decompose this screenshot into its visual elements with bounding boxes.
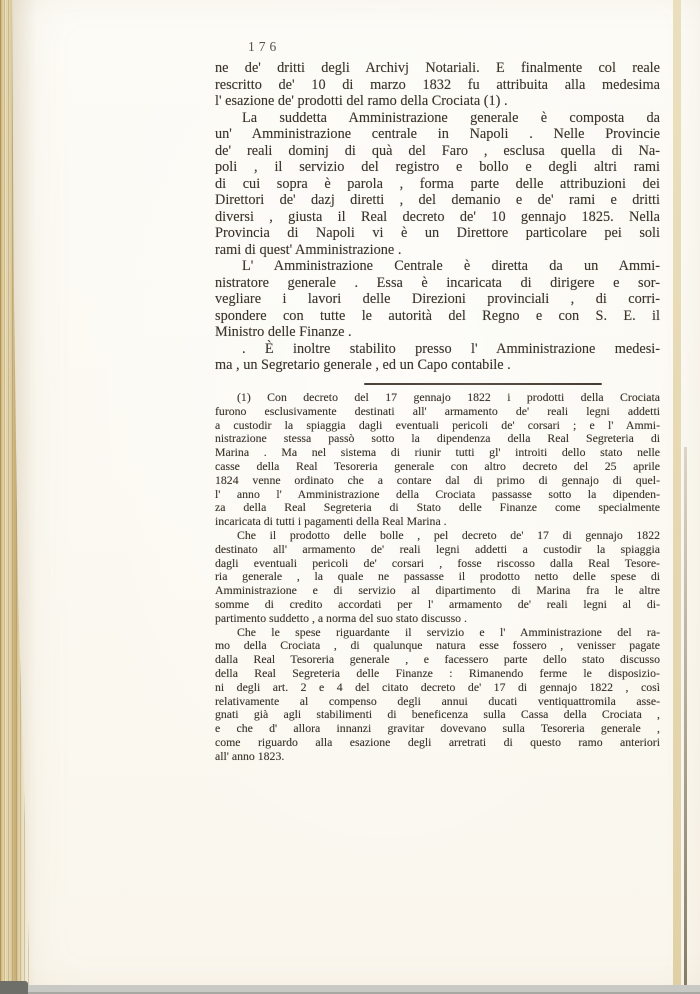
footnote-text-line: somme di credito accordati per l' armamento de' reali legni al di- [215,596,660,611]
footnote-text-line: dalla Real Tesoreria generale , e facessero parte dello stato discusso [215,652,660,667]
main-text-line: de' reali dominj di quà del Faro , esclusa quella di Na- [215,142,660,159]
main-text-line: un' Amministrazione centrale in Napoli . Nelle Provincie [215,126,660,142]
footnote-text-line: a custodir la spiaggia dagli eventuali pericoli de' corsari ; e l' Ammi- [215,417,660,432]
footnote-text-line: ria generale , la quale ne passasse il prodotto netto delle spese di [215,569,660,584]
footnote-text-line: mo della Crociata , di qualunque natura esse fossero , venisser pagate [215,638,660,653]
main-text-line: La suddetta Amministrazione generale è composta da [242,109,660,126]
main-text-line: ma , un Segretario generale , ed un Capo contabile . [215,357,511,373]
main-text-line: diversi , giusta il Real decreto de' 10 gennajo 1825. Nella [215,208,660,225]
main-text-line: nistratore generale . Essa è incaricata di dirigere e sor- [215,274,660,291]
main-text-line: l' esazione de' prodotti del ramo della Crociata (1) . [215,93,508,109]
footnote-text-line: Che il prodotto delle bolle , pel decreto de' 17 di gennajo 1822 [237,527,660,542]
footnote-text-line: Che le spese riguardante il servizio e l' Amministrazione del ra- [237,624,660,639]
footnote-text-line: della Real Segreteria delle Finanze : Rimanendo ferme le disposizio- [215,665,660,680]
main-text-line: rami di quest' Amministrazione . [215,241,402,258]
footnote-text-line: dagli eventuali pericoli de' corsari , fosse riscosso dalla Real Tesore- [215,555,660,570]
main-text-line: Provincia di Napoli vi è un Direttore particolare pei soli [215,225,660,241]
footnote-text-line: (1) Con decreto del 17 gennajo 1822 i prodotti della Crociata [237,390,660,404]
footnote-text-line: all' anno 1823. [215,748,285,763]
footnote-text-line: Amministrazione e di servizio al dipartimento di Marina fra le altre [215,583,660,598]
footnote-block [215,391,660,764]
scan-bottom-left-shadow [0,981,28,994]
footnote-text-line: come riguardo alla esazione degli arretrati di questo ramo anteriori [215,734,660,749]
footnote-text-line: ni degli art. 2 e 4 del citato decreto de' 17 di gennajo 1822 , così [215,679,660,694]
footnote-text-line: partimento suddetto , a norma del suo stato discusso . [215,610,467,625]
main-text-line: spondere con tutte le autorità del Regno e con S. E. il [215,307,660,324]
footnote-separator [364,383,602,385]
page-number: 176 [248,39,281,54]
main-text-line: poli , il servizio del registro e bollo e degli altri rami [215,159,660,175]
scan-bottom-background [0,985,700,994]
footnote-text-line: e che d' allora innanzi gravitar dovevano sulla Tesoreria generale , [215,721,660,736]
main-text-line: vegliare i lavori delle Direzioni provinciali , di corri- [215,291,660,307]
footnote-text-line: nistrazione stessa passò sotto la dipendenza della Real Segreteria di [215,431,660,446]
footnote-text-line: gnati già agli stabilimenti di beneficenza sulla Cassa della Crociata , [215,707,660,722]
footnote-text-line: 1824 venne ordinato che a contare dal di primo di gennajo di quel- [215,472,660,487]
main-text-line: rescritto de' 10 di marzo 1832 fu attribuita alla medesima [215,76,660,93]
page-right-edge-shadow [684,447,687,985]
footnote-text-line: relativamente al compenso degli annui ducati ventiquattromila asse- [215,693,660,708]
main-text-line: Direttori de' dazj diretti , del demanio e de' rami e dritti [215,192,660,208]
main-text-line: ne de' dritti degli Archivj Notariali. E finalmente col reale [215,60,660,76]
main-text-line: Ministro delle Finanze . [215,324,352,340]
footnote-text-line: casse della Real Tesoreria generale con altro decreto del 25 aprile [215,458,660,473]
footnote-text-line: l' anno l' Amministrazione della Crociata passasse sotto la dipenden- [215,486,660,501]
main-text-line: L' Amministrazione Centrale è diretta da un Ammi- [242,258,660,274]
page-right-edge [673,0,681,985]
main-text-line: . È inoltre stabilito presso l' Amministrazione medesi- [242,340,660,357]
footnote-text-line: furono esclusivamente destinati all' armamento de' reali legni addetti [215,403,660,418]
main-text-block [215,60,660,374]
footnote-text-line: za della Real Segreteria di Stato delle Finanze come specialmente [215,500,660,515]
footnote-text-line: Marina . Ma nel sistema di riunir tutti gl' introiti dello stato nelle [215,445,660,460]
footnote-text-line: destinato all' armamento de' reali legni addetti a custodir la spiaggia [215,541,660,556]
footnote-text-line: incaricata di tutti i pagamenti della Real Marina . [215,514,447,529]
main-text-line: di cui sopra è parola , forma parte delle attribuzioni dei [215,175,660,192]
